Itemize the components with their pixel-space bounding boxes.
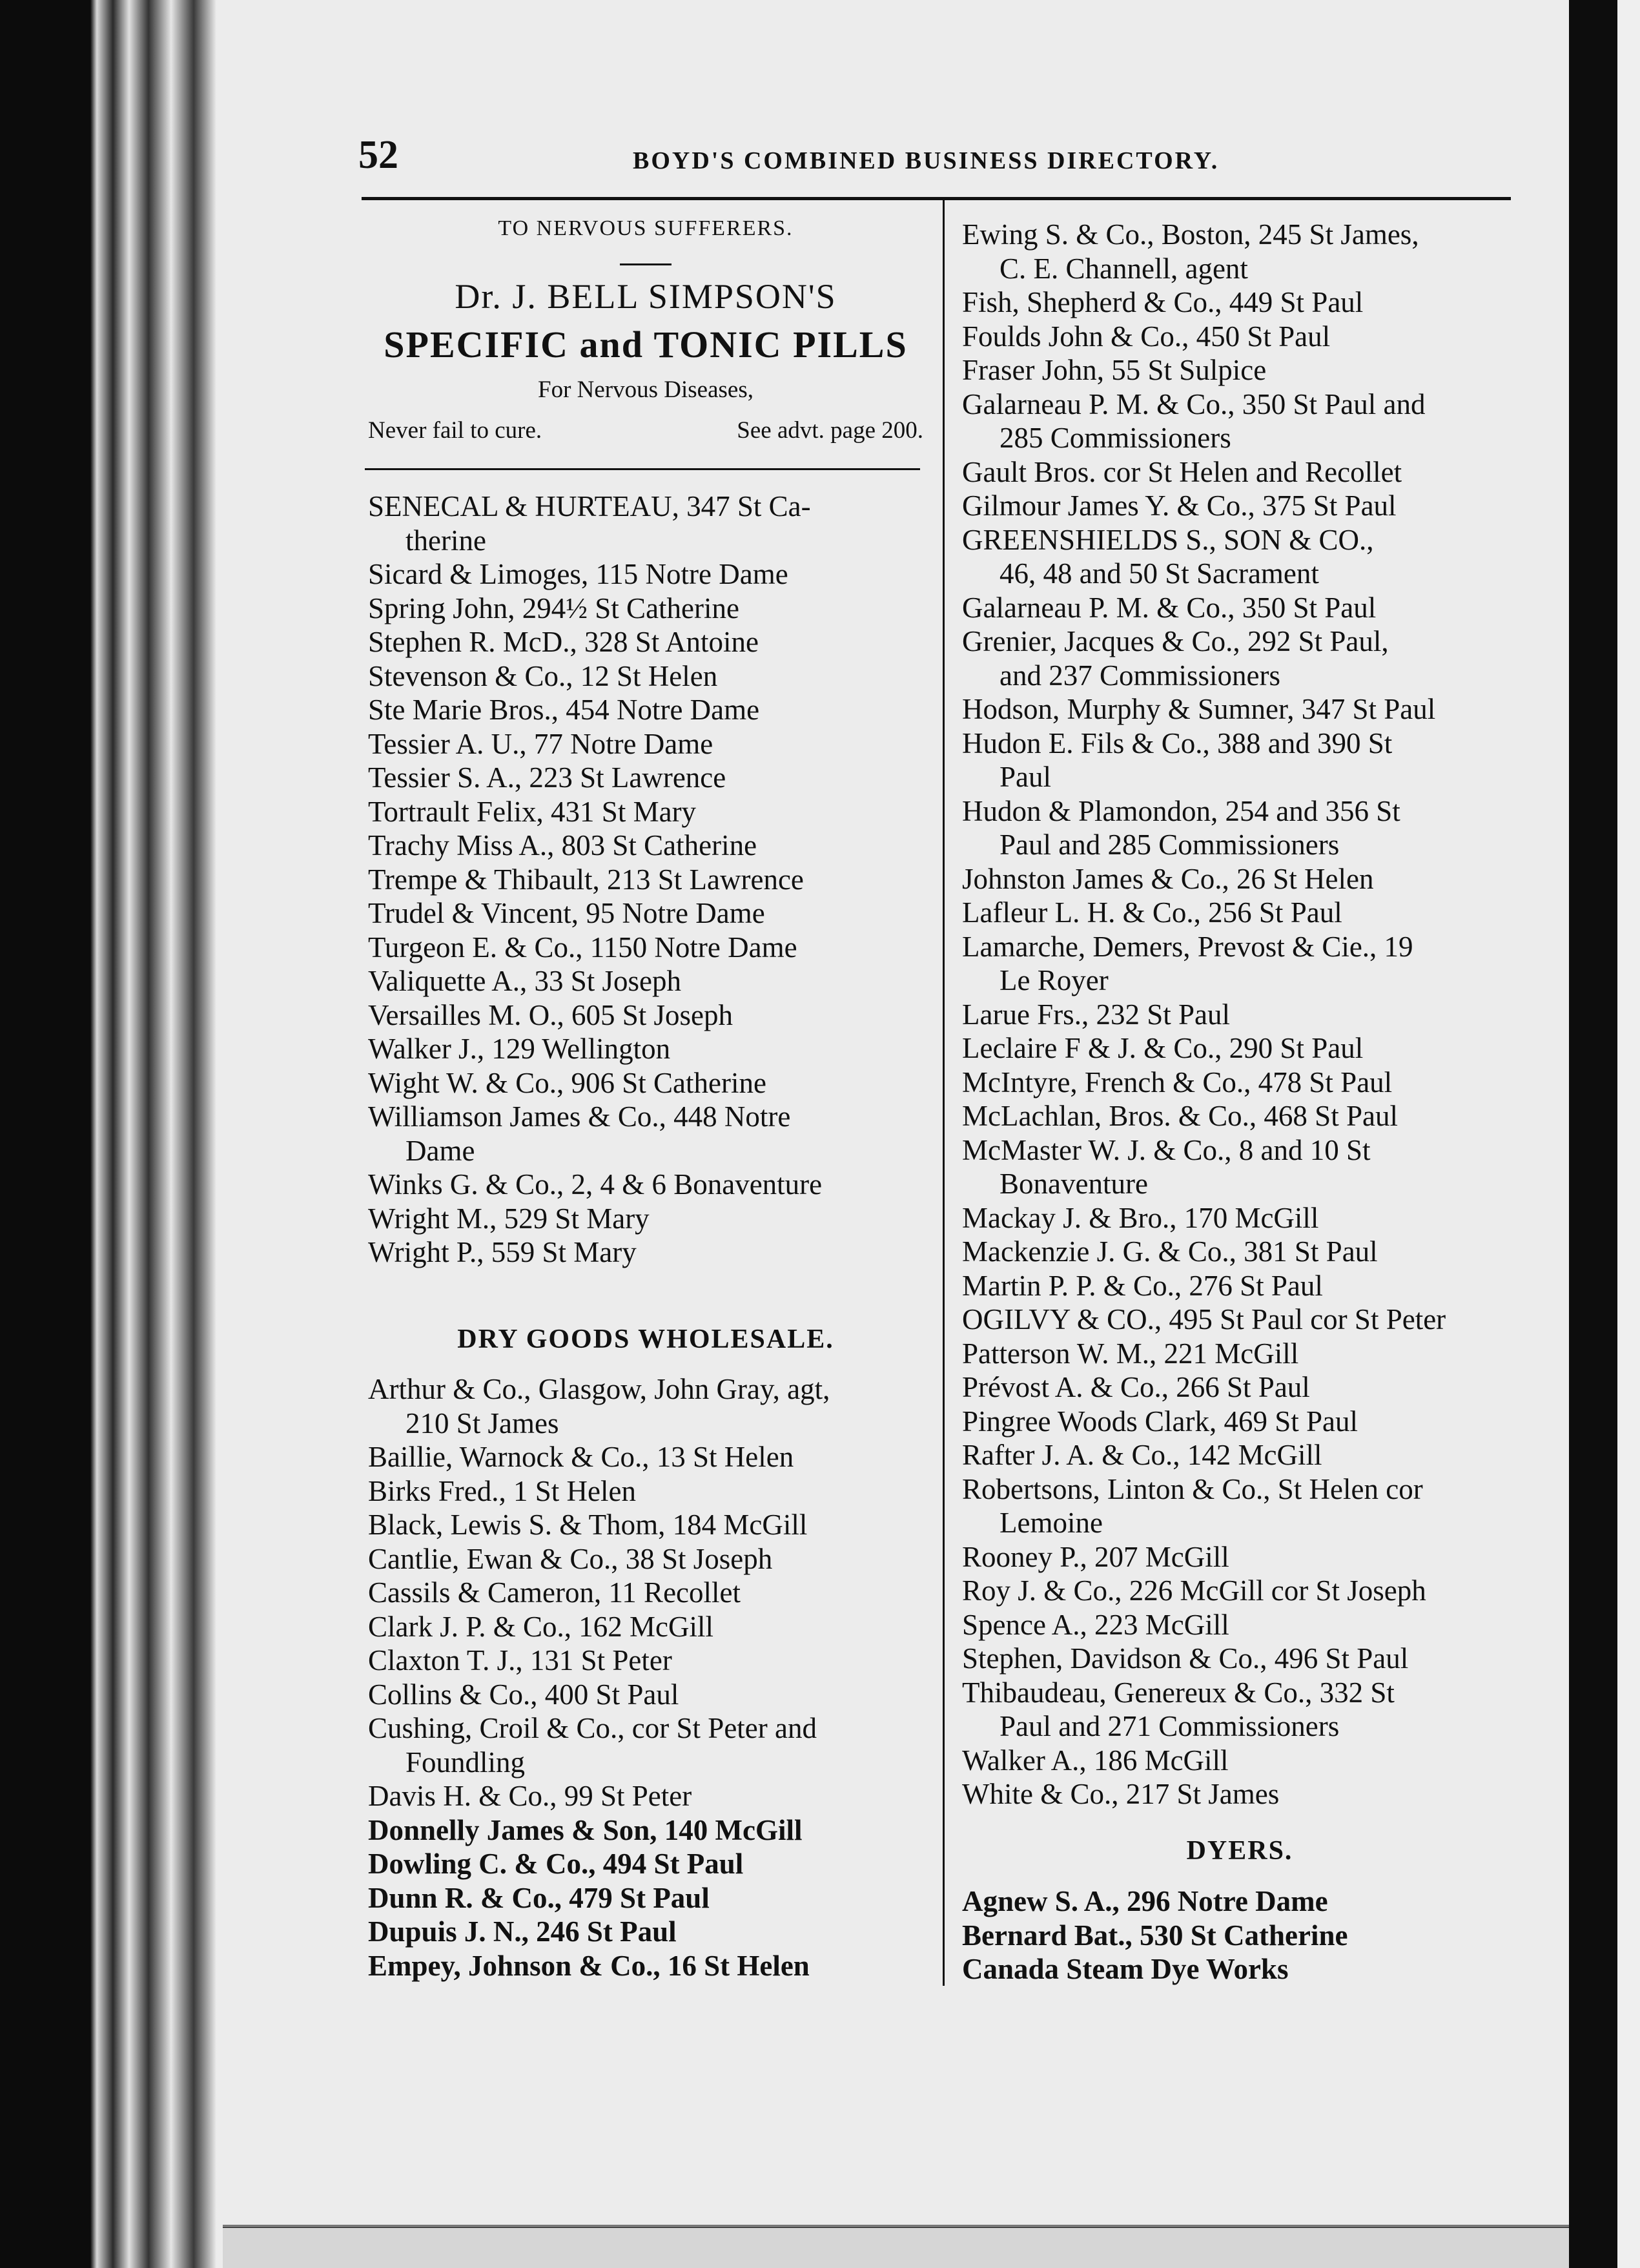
directory-entry: Donnelly James & Son, 140 McGill	[368, 1813, 803, 1846]
ad-subtitle: For Nervous Diseases,	[538, 376, 753, 403]
running-title: BOYD'S COMBINED BUSINESS DIRECTORY.	[633, 147, 1220, 174]
directory-entry: Lafleur L. H. & Co., 256 St Paul	[962, 896, 1342, 929]
directory-entry: Black, Lewis S. & Thom, 184 McGill	[368, 1509, 808, 1541]
directory-entry: Thibaudeau, Genereux & Co., 332 St	[962, 1676, 1395, 1709]
next-page-strip	[1617, 0, 1640, 2268]
directory-entry: Valiquette A., 33 St Joseph	[368, 965, 681, 997]
directory-entry: Galarneau P. M. & Co., 350 St Paul and	[962, 387, 1426, 420]
directory-entry: Spring John, 294½ St Catherine	[368, 592, 739, 624]
directory-entry: Walker A., 186 McGill	[962, 1744, 1229, 1777]
directory-entry: Lamarche, Demers, Prevost & Cie., 19	[962, 930, 1413, 963]
directory-entry: Prévost A. & Co., 266 St Paul	[962, 1371, 1310, 1403]
header-rule	[362, 197, 1511, 200]
directory-entry: Mackay J. & Bro., 170 McGill	[962, 1201, 1319, 1234]
directory-entry: Collins & Co., 400 St Paul	[368, 1678, 679, 1711]
ad-tagline	[368, 417, 923, 444]
book-binding-edge	[0, 0, 223, 2268]
entry-continuation: Lemoine	[999, 1507, 1103, 1539]
directory-entry: Wright P., 559 St Mary	[368, 1236, 637, 1268]
directory-entry: Johnston James & Co., 26 St Helen	[962, 862, 1374, 895]
entry-continuation: Paul and 285 Commissioners	[999, 829, 1340, 861]
directory-entry: Martin P. P. & Co., 276 St Paul	[962, 1269, 1323, 1302]
page-number: 52	[358, 133, 398, 177]
entry-continuation: therine	[405, 524, 486, 557]
entry-continuation: Paul	[999, 761, 1052, 793]
directory-entry: Davis H. & Co., 99 St Peter	[368, 1780, 692, 1812]
directory-entry: Dunn R. & Co., 479 St Paul	[368, 1881, 710, 1914]
directory-entry: Cantlie, Ewan & Co., 38 St Joseph	[368, 1542, 773, 1575]
directory-entry: Canada Steam Dye Works	[962, 1953, 1289, 1985]
directory-entry: Cushing, Croil & Co., cor St Peter and	[368, 1712, 817, 1744]
left-column-entries	[368, 490, 923, 1270]
directory-entry: Trudel & Vincent, 95 Notre Dame	[368, 897, 765, 929]
directory-entry: Stephen, Davidson & Co., 496 St Paul	[962, 1642, 1409, 1675]
directory-entry: Dowling C. & Co., 494 St Paul	[368, 1848, 744, 1880]
entry-continuation: 210 St James	[405, 1407, 559, 1439]
directory-entry: OGILVY & CO., 495 St Paul cor St Peter	[962, 1303, 1446, 1335]
entry-continuation: 285 Commissioners	[999, 422, 1231, 454]
ad-tagline-right: See advt. page 200.	[737, 417, 923, 444]
entry-continuation: Paul and 271 Commissioners	[999, 1710, 1340, 1742]
directory-entry: Turgeon E. & Co., 1150 Notre Dame	[368, 931, 797, 964]
directory-entry: McMaster W. J. & Co., 8 and 10 St	[962, 1133, 1371, 1166]
directory-entry: Trachy Miss A., 803 St Catherine	[368, 829, 757, 861]
directory-entry: Winks G. & Co., 2, 4 & 6 Bonaventure	[368, 1168, 823, 1201]
directory-entry: Claxton T. J., 131 St Peter	[368, 1644, 672, 1676]
directory-entry: Gault Bros. cor St Helen and Recollet	[962, 455, 1402, 488]
ad-dash	[620, 263, 671, 265]
directory-entry: Williamson James & Co., 448 Notre	[368, 1100, 791, 1133]
directory-entry: Stephen R. McD., 328 St Antoine	[368, 626, 759, 658]
directory-entry: Tessier A. U., 77 Notre Dame	[368, 727, 713, 760]
ad-tagline-left: Never fail to cure.	[368, 417, 542, 444]
directory-entry: Fish, Shepherd & Co., 449 St Paul	[962, 286, 1364, 318]
directory-entry: Grenier, Jacques & Co., 292 St Paul,	[962, 625, 1389, 657]
directory-entry: Empey, Johnson & Co., 16 St Helen	[368, 1949, 810, 1982]
directory-entry: McIntyre, French & Co., 478 St Paul	[962, 1066, 1393, 1098]
directory-entry: Roy J. & Co., 226 McGill cor St Joseph	[962, 1574, 1426, 1607]
directory-entry: Stevenson & Co., 12 St Helen	[368, 659, 718, 692]
directory-entry: Bernard Bat., 530 St Catherine	[962, 1919, 1348, 1952]
directory-entry: Gilmour James Y. & Co., 375 St Paul	[962, 490, 1397, 522]
directory-entry: Leclaire F & J. & Co., 290 St Paul	[962, 1032, 1364, 1064]
dry-goods-entries	[368, 1372, 923, 1983]
directory-entry: Rafter J. A. & Co., 142 McGill	[962, 1439, 1322, 1471]
directory-entry: Ste Marie Bros., 454 Notre Dame	[368, 694, 760, 726]
directory-entry: Tortrault Felix, 431 St Mary	[368, 795, 697, 828]
directory-entry: GREENSHIELDS S., SON & CO.,	[962, 523, 1374, 556]
directory-entry: Patterson W. M., 221 McGill	[962, 1337, 1299, 1370]
directory-entry: Fraser John, 55 St Sulpice	[962, 354, 1267, 386]
section-heading-dry-goods: DRY GOODS WHOLESALE.	[457, 1325, 834, 1354]
directory-entry: Walker J., 129 Wellington	[368, 1033, 671, 1065]
directory-entry: Sicard & Limoges, 115 Notre Dame	[368, 558, 788, 590]
right-column-entries	[962, 218, 1517, 1811]
entry-continuation: and 237 Commissioners	[999, 659, 1280, 692]
entry-continuation: Foundling	[405, 1746, 526, 1778]
directory-entry: Foulds John & Co., 450 St Paul	[962, 320, 1331, 353]
entry-continuation: 46, 48 and 50 St Sacrament	[999, 557, 1319, 590]
entry-continuation: C. E. Channell, agent	[999, 252, 1248, 285]
directory-entry: Tessier S. A., 223 St Lawrence	[368, 761, 726, 794]
directory-entry: Baillie, Warnock & Co., 13 St Helen	[368, 1441, 794, 1473]
directory-entry: Mackenzie J. G. & Co., 381 St Paul	[962, 1235, 1378, 1268]
page-header	[358, 132, 1514, 191]
directory-entry: Rooney P., 207 McGill	[962, 1540, 1229, 1573]
directory-entry: SENECAL & HURTEAU, 347 St Ca-	[368, 490, 811, 522]
entry-continuation: Dame	[405, 1134, 475, 1167]
column-divider	[943, 200, 945, 1986]
directory-entry: Wight W. & Co., 906 St Catherine	[368, 1066, 766, 1099]
directory-entry: Pingree Woods Clark, 469 St Paul	[962, 1405, 1358, 1438]
entry-continuation: Le Royer	[999, 964, 1109, 996]
directory-entry: Clark J. P. & Co., 162 McGill	[368, 1610, 714, 1643]
directory-entry: Galarneau P. M. & Co., 350 St Paul	[962, 591, 1377, 624]
directory-entry: Agnew S. A., 296 Notre Dame	[962, 1885, 1328, 1917]
directory-entry: Cassils & Cameron, 11 Recollet	[368, 1576, 741, 1609]
directory-entry: Dupuis J. N., 246 St Paul	[368, 1915, 677, 1948]
ad-heading: TO NERVOUS SUFFERERS.	[498, 216, 794, 240]
directory-entry: Robertsons, Linton & Co., St Helen cor	[962, 1472, 1423, 1505]
ad-bottom-rule	[365, 468, 920, 470]
directory-entry: White & Co., 217 St James	[962, 1778, 1280, 1810]
page-bottom-edge	[223, 2228, 1569, 2268]
ad-title-line2: SPECIFIC and TONIC PILLS	[384, 324, 908, 366]
directory-entry: McLachlan, Bros. & Co., 468 St Paul	[962, 1100, 1398, 1132]
directory-entry: Spence A., 223 McGill	[962, 1608, 1229, 1641]
directory-entry: Versailles M. O., 605 St Joseph	[368, 998, 733, 1031]
directory-entry: Birks Fred., 1 St Helen	[368, 1474, 636, 1507]
directory-entry: Hudon & Plamondon, 254 and 356 St	[962, 794, 1400, 827]
directory-entry: Wright M., 529 St Mary	[368, 1202, 650, 1235]
section-heading-dyers: DYERS.	[1186, 1836, 1293, 1866]
directory-entry: Arthur & Co., Glasgow, John Gray, agt,	[368, 1373, 830, 1405]
directory-entry: Trempe & Thibault, 213 St Lawrence	[368, 863, 804, 896]
directory-entry: Larue Frs., 232 St Paul	[962, 998, 1230, 1031]
directory-entry: Hodson, Murphy & Sumner, 347 St Paul	[962, 693, 1436, 725]
directory-entry: Hudon E. Fils & Co., 388 and 390 St	[962, 727, 1393, 759]
ad-title-line1: Dr. J. BELL SIMPSON'S	[455, 277, 837, 316]
directory-entry: Ewing S. & Co., Boston, 245 St James,	[962, 218, 1419, 251]
dyers-entries	[962, 1884, 1517, 1986]
entry-continuation: Bonaventure	[999, 1168, 1148, 1200]
